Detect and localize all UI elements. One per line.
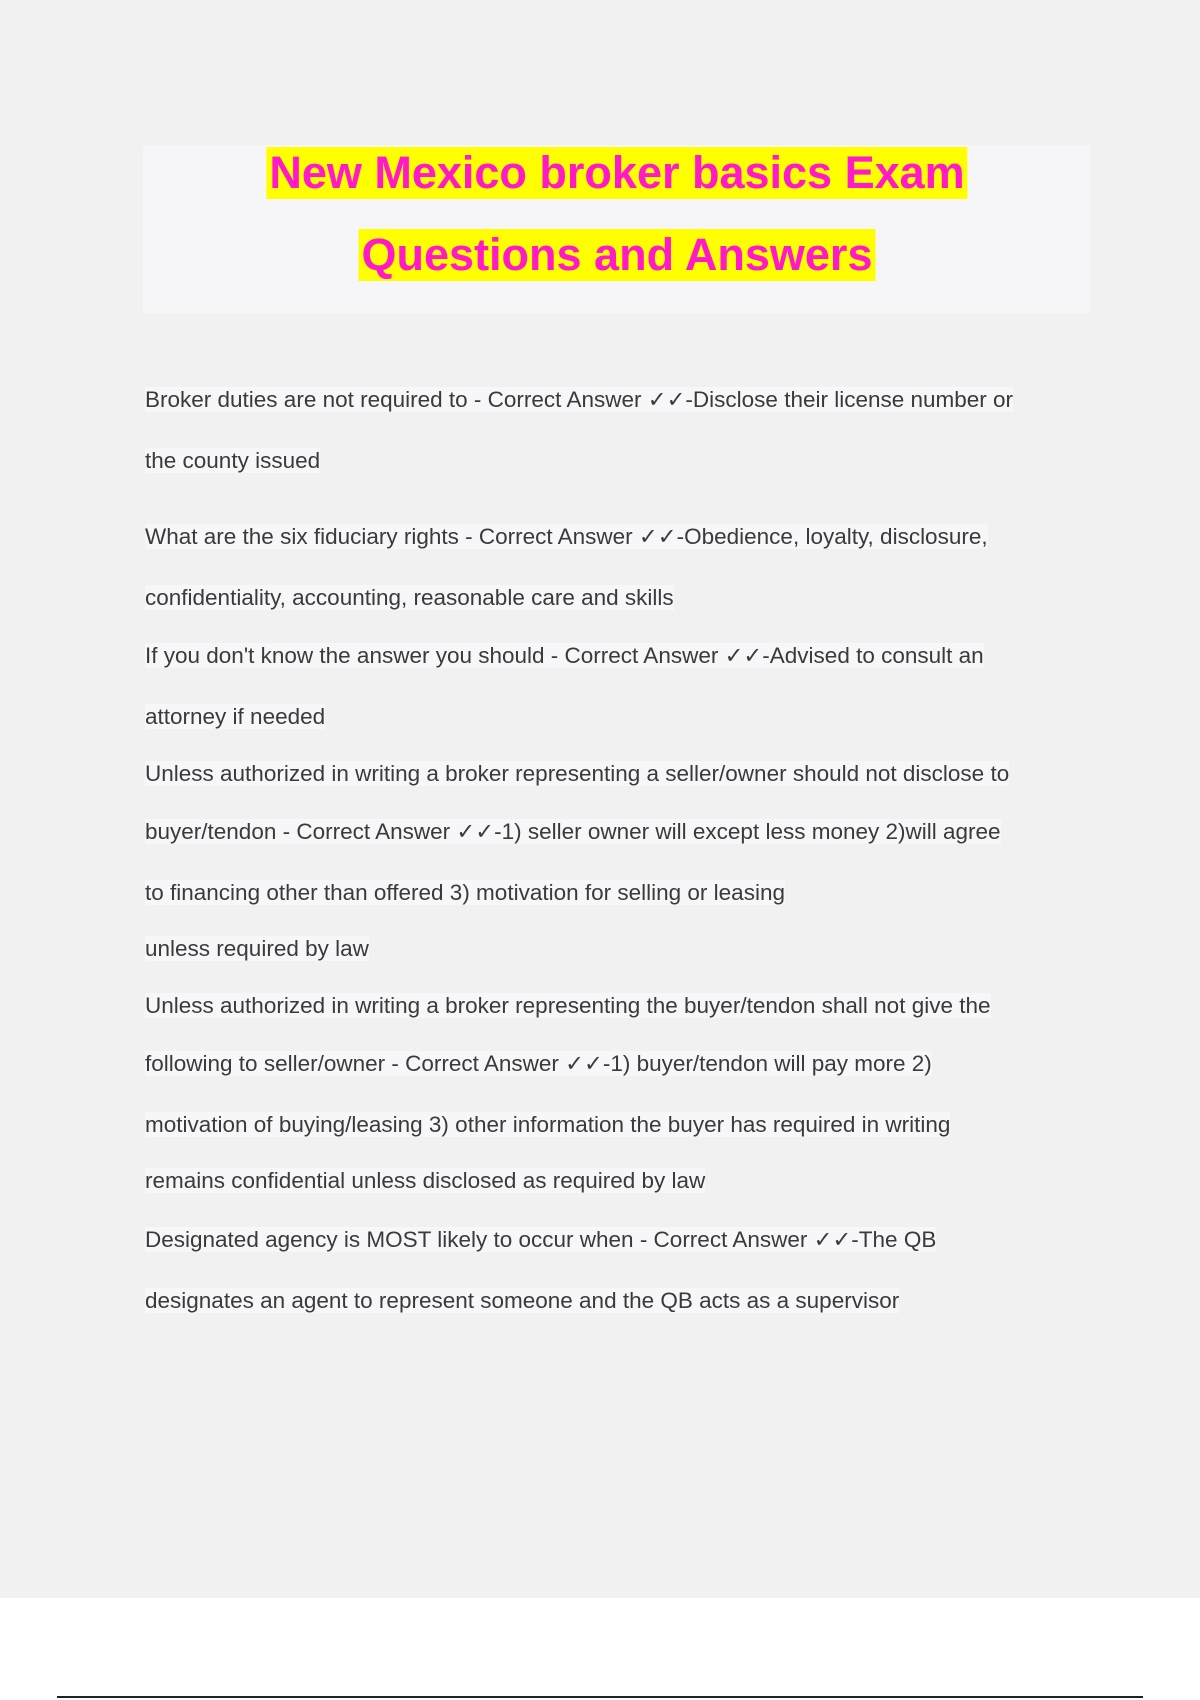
qa-line: remains confidential unless disclosed as required by law [145,1168,706,1193]
qa-line: motivation of buying/leasing 3) other information the buyer has required in writing [145,1112,951,1137]
qa-line: unless required by law [145,936,369,961]
qa-line: If you don't know the answer you should - Correct Answer ✓✓-Advised to consult an [145,643,984,668]
qa-line: the county issued [145,448,321,473]
qa-line: following to seller/owner - Correct Answer ✓✓-1) buyer/tendon will pay more 2) [145,1051,932,1076]
title-line-2: Questions and Answers [359,229,876,281]
qa-line: What are the six fiduciary rights - Correct Answer ✓✓-Obedience, loyalty, disclosure, [145,524,988,549]
qa-line: buyer/tendon - Correct Answer ✓✓-1) seller owner will except less money 2)will agree [145,819,1001,844]
qa-line: confidentiality, accounting, reasonable care and skills [145,585,674,610]
footer-divider [57,1696,1143,1698]
qa-line: to financing other than offered 3) motivation for selling or leasing [145,880,785,905]
qa-line: Broker duties are not required to - Correct Answer ✓✓-Disclose their license number or [145,387,1014,412]
qa-line: Designated agency is MOST likely to occur when - Correct Answer ✓✓-The QB [145,1227,937,1252]
qa-line: attorney if needed [145,704,326,729]
title-line-1: New Mexico broker basics Exam [266,147,967,199]
title-block [143,145,1091,313]
qa-line: Unless authorized in writing a broker representing a seller/owner should not disclose to [145,761,1010,786]
qa-line: designates an agent to represent someone and the QB acts as a supervisor [145,1288,900,1313]
qa-line: Unless authorized in writing a broker representing the buyer/tendon shall not give the [145,993,991,1018]
